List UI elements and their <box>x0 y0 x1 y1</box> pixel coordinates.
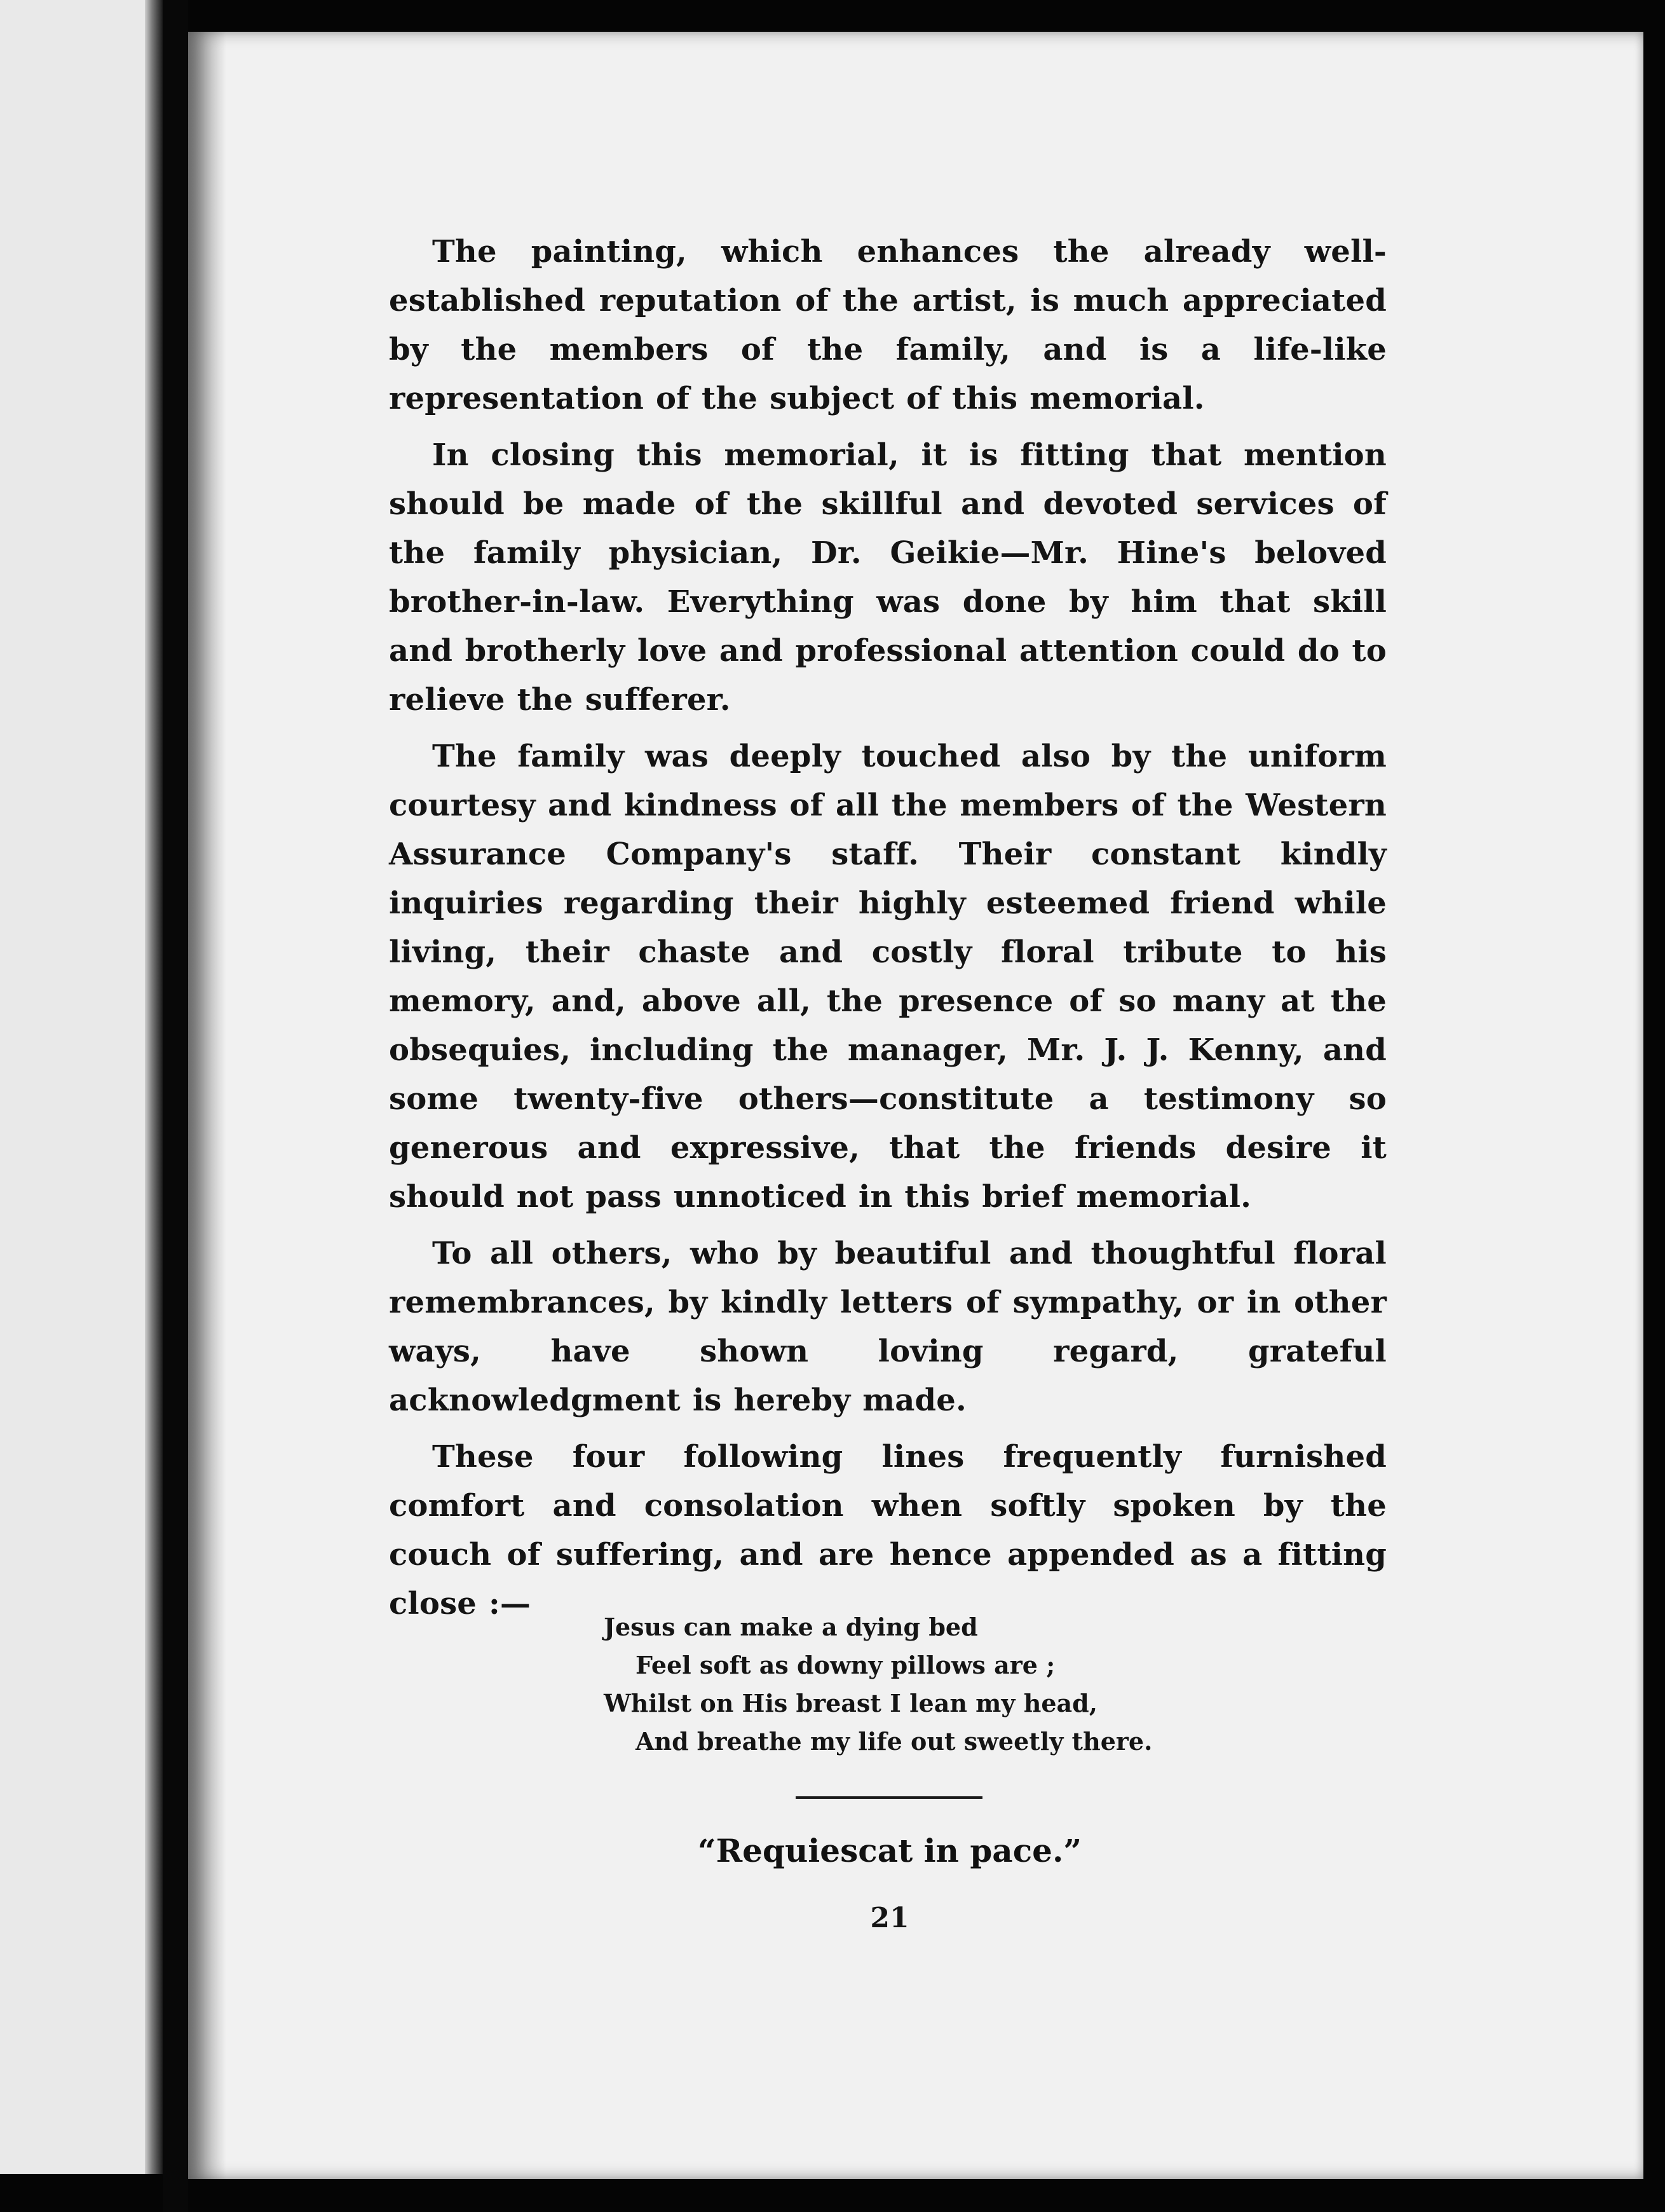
verse-line: And breathe my life out sweetly there. <box>635 1727 1153 1756</box>
paragraph-acknowledgment: To all others, who by beautiful and thoughtful floral remembrances, by kindly letters of sympathy, or in other ways, have shown loving regard, grateful acknowledgment is hereby made. <box>389 1236 1387 1418</box>
hymn-verse <box>604 1608 1239 1761</box>
book-gutter <box>163 0 188 2212</box>
paragraph-company-staff: The family was deeply touched also by the uniform courtesy and kindness of all the members of the Western Assurance Company's staff. Their constant kindly inquiries regarding their highly esteemed friend while living, their chaste and costly floral tribute to his memory, and, above all, the presence of so many at the obsequies, including the manager, Mr. J. J. Kenny, and some twenty-five others—constitute a testimony so generous and expressive, that the friends desire it should not pass unnoticed in this brief memorial. <box>389 739 1387 1215</box>
verse-line: Feel soft as downy pillows are ; <box>635 1651 1056 1679</box>
verse-line: Whilst on His breast I lean my head, <box>604 1689 1098 1717</box>
paragraph-closing-lines: These four following lines frequently furnished comfort and consolation when softly spoken by the couch of suffering, and are hence appended as a fitting close :— <box>389 1439 1387 1621</box>
closing-inscription: “Requiescat in pace.” <box>697 1832 1082 1869</box>
verse-line: Jesus can make a dying bed <box>604 1613 978 1641</box>
body-text <box>389 228 1387 1636</box>
paragraph-painting: The painting, which enhances the already well-established reputation of the artist, is much appreciated by the members of the family, and is a life-like representation of the subject of this memorial. <box>389 234 1387 416</box>
previous-page-edge <box>0 0 153 2174</box>
previous-page-shadow <box>145 0 163 2174</box>
page-number: 21 <box>870 1902 909 1934</box>
section-divider <box>796 1796 982 1799</box>
paragraph-physician: In closing this memorial, it is fitting that mention should be made of the skillful and devoted services of the family physician, Dr. Geikie—Mr. Hine's beloved brother-in-law. Everything was done by him that skill and brotherly love and professional attention could do to relieve the sufferer. <box>389 437 1387 718</box>
